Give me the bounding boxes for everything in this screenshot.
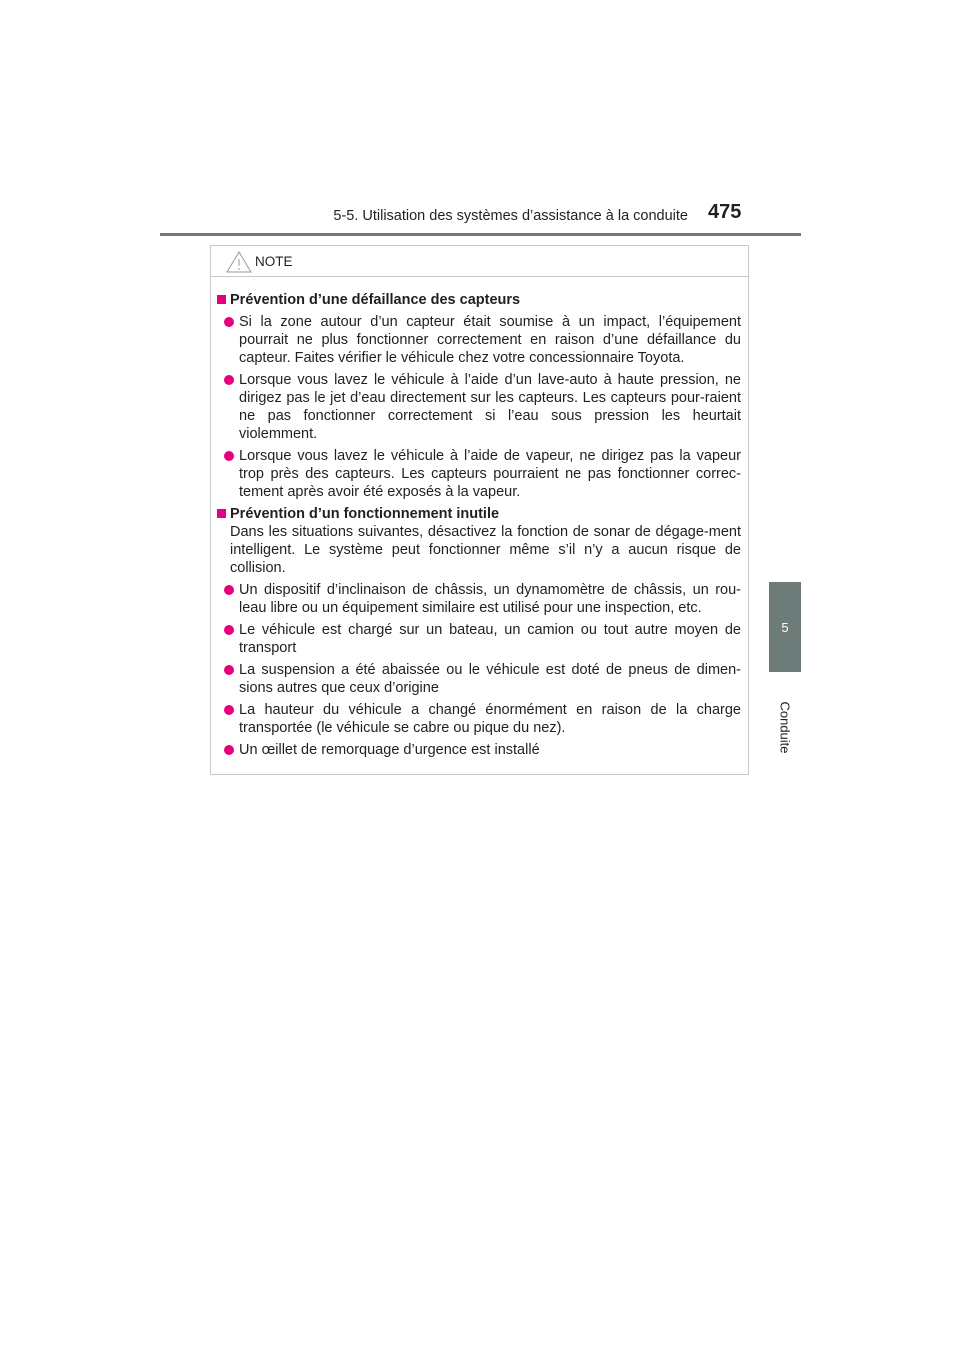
square-bullet-icon [217,295,226,304]
list-item-text: Un dispositif d’inclinaison de châssis, un dynamomètre de châssis, un rou-leau libre ou un équipement similaire est utilisé pour une inspection, etc. [239,582,741,616]
list-item-text: La hauteur du véhicule a changé énormément en raison de la charge transportée (le véhicule se cabre ou pique du nez). [239,702,741,736]
list-item [217,741,741,759]
list-item [217,447,741,501]
section-heading-text: Prévention d’une défaillance des capteurs [230,292,521,308]
section-heading [217,291,741,309]
chapter-tab-label: Conduite [777,700,793,754]
section-intro: Dans les situations suivantes, désactivez la fonction de sonar de dégage-ment intelligent. Le système peut fonctionner même s’il n’y a aucun risque de collision. [230,524,741,576]
round-bullet-icon [224,745,234,755]
round-bullet-icon [224,375,234,385]
section-heading-text: Prévention d’un fonctionnement inutile [230,506,500,522]
warning-triangle-icon [226,251,252,273]
note-body [211,277,748,759]
list-item [217,313,741,367]
list-item [217,701,741,737]
list-item [217,581,741,617]
round-bullet-icon [224,665,234,675]
list-item-text: La suspension a été abaissée ou le véhicule est doté de pneus de dimen-sions autres que ceux d’origine [239,662,741,696]
chapter-tab-number: 5 [769,582,801,672]
round-bullet-icon [224,317,234,327]
square-bullet-icon [217,509,226,518]
list-item-text: Si la zone autour d’un capteur était soumise à un impact, l’équipement pourrait ne plus fonctionner correctement en raison d’une défaillance du capteur. Faites vérifier le véhicule chez votre concessionnaire Toyota. [239,314,741,366]
round-bullet-icon [224,705,234,715]
list-item [217,661,741,697]
round-bullet-icon [224,585,234,595]
running-header-section: 5-5. Utilisation des systèmes d’assistance à la conduite [333,208,688,224]
note-title: NOTE [255,254,293,269]
round-bullet-icon [224,451,234,461]
note-box [210,245,749,775]
chapter-tab-label-wrap [769,672,801,782]
section-heading [217,505,741,523]
note-header [211,246,748,277]
list-item-text: Lorsque vous lavez le véhicule à l’aide d’un lave-auto à haute pression, ne dirigez pas le jet d’eau directement sur les capteurs. Les capteurs pour-raient ne pas fonctionner correctement si l’eau sous pression les heurtait violemment. [239,372,741,442]
round-bullet-icon [224,625,234,635]
list-item-text: Le véhicule est chargé sur un bateau, un camion ou tout autre moyen de transport [239,622,741,656]
list-item [217,621,741,657]
page-number: 475 [708,201,742,223]
list-item-text: Lorsque vous lavez le véhicule à l’aide de vapeur, ne dirigez pas la vapeur trop près des capteurs. Les capteurs pourraient ne pas fonctionner correc-tement après avoir été exposés à la vapeur. [239,448,741,500]
list-item [217,371,741,443]
header-rule [160,233,801,236]
list-item-text: Un œillet de remorquage d’urgence est installé [239,742,540,758]
